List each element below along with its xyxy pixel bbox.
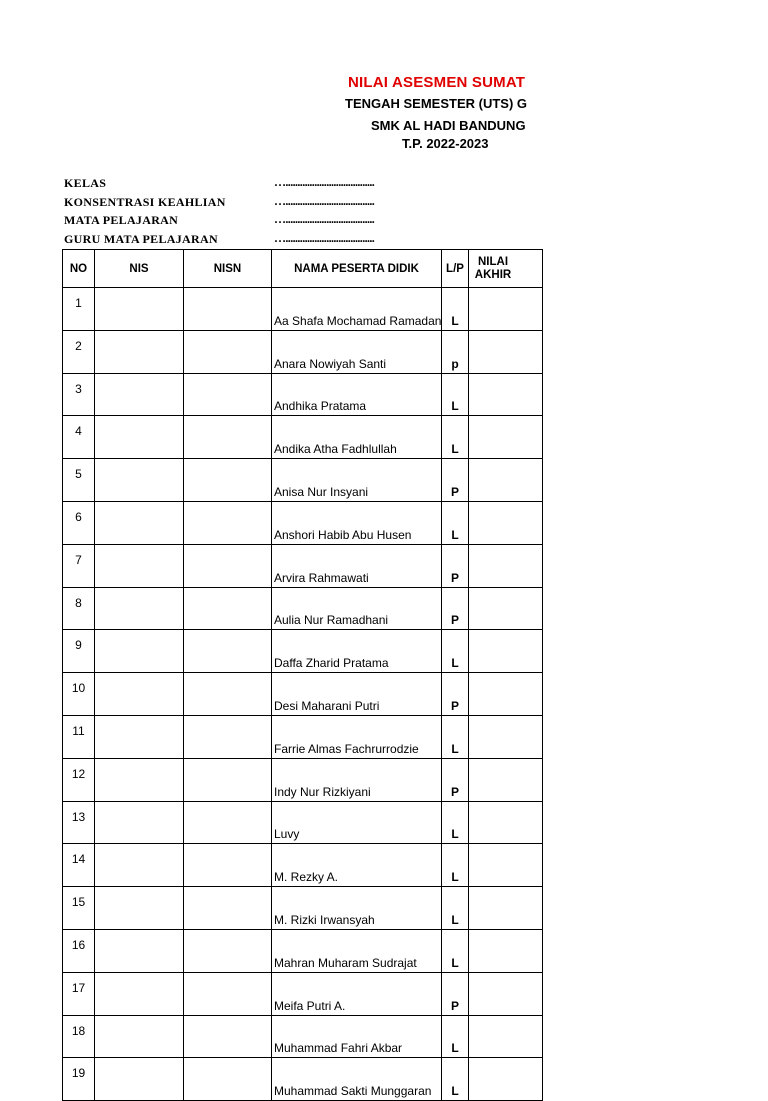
final-score-cell[interactable] bbox=[469, 544, 543, 587]
gender-cell: P bbox=[442, 544, 469, 587]
student-name-cell: Desi Maharani Putri bbox=[272, 673, 442, 716]
student-name-cell: M. Rezky A. bbox=[272, 844, 442, 887]
student-name-cell: Aulia Nur Ramadhani bbox=[272, 587, 442, 630]
row-no-cell: 11 bbox=[63, 715, 95, 758]
final-score-cell[interactable] bbox=[469, 630, 543, 673]
table-row bbox=[63, 587, 543, 630]
row-no-cell: 3 bbox=[63, 373, 95, 416]
row-no-cell: 13 bbox=[63, 801, 95, 844]
gender-cell: L bbox=[442, 929, 469, 972]
table-row bbox=[63, 758, 543, 801]
table-row bbox=[63, 972, 543, 1015]
nisn-cell[interactable] bbox=[184, 587, 272, 630]
row-no-cell: 4 bbox=[63, 416, 95, 459]
gender-cell: L bbox=[442, 288, 469, 331]
table-row bbox=[63, 801, 543, 844]
student-name-cell: Arvira Rahmawati bbox=[272, 544, 442, 587]
document-title: NILAI ASESMEN SUMAT bbox=[348, 74, 526, 91]
info-label: MATA PELAJARAN bbox=[64, 213, 179, 227]
nisn-cell[interactable] bbox=[184, 715, 272, 758]
table-row bbox=[63, 1015, 543, 1058]
student-table bbox=[62, 249, 543, 1101]
gender-cell: P bbox=[442, 972, 469, 1015]
row-no-cell: 2 bbox=[63, 330, 95, 373]
row-no-cell: 6 bbox=[63, 501, 95, 544]
table-row bbox=[63, 459, 543, 502]
final-score-cell[interactable] bbox=[469, 673, 543, 716]
table-row bbox=[63, 416, 543, 459]
row-no-cell: 10 bbox=[63, 673, 95, 716]
info-label: KELAS bbox=[64, 176, 107, 190]
gender-cell: L bbox=[442, 416, 469, 459]
final-score-cell[interactable] bbox=[469, 501, 543, 544]
student-name-cell: Luvy bbox=[272, 801, 442, 844]
final-score-cell[interactable] bbox=[469, 373, 543, 416]
info-label: GURU MATA PELAJARAN bbox=[64, 231, 218, 246]
row-no-cell: 14 bbox=[63, 844, 95, 887]
student-name-cell: Aa Shafa Mochamad Ramadan bbox=[272, 288, 442, 331]
nis-cell[interactable] bbox=[95, 630, 184, 673]
nis-cell[interactable] bbox=[95, 416, 184, 459]
student-name-cell: Daffa Zharid Pratama bbox=[272, 630, 442, 673]
row-no-cell: 5 bbox=[63, 459, 95, 502]
nis-cell[interactable] bbox=[95, 844, 184, 887]
table-header-row bbox=[63, 250, 543, 288]
row-no-cell: 7 bbox=[63, 544, 95, 587]
gender-cell: L bbox=[442, 844, 469, 887]
nis-cell[interactable] bbox=[95, 459, 184, 502]
nis-cell[interactable] bbox=[95, 972, 184, 1015]
gender-cell: L bbox=[442, 630, 469, 673]
student-name-cell: Andhika Pratama bbox=[272, 373, 442, 416]
row-no-cell: 12 bbox=[63, 758, 95, 801]
final-score-cell[interactable] bbox=[469, 330, 543, 373]
student-name-cell: Muhammad Fahri Akbar bbox=[272, 1015, 442, 1058]
nis-cell[interactable] bbox=[95, 758, 184, 801]
gender-cell: L bbox=[442, 501, 469, 544]
row-no-cell: 9 bbox=[63, 630, 95, 673]
nis-cell[interactable] bbox=[95, 501, 184, 544]
row-no-cell: 8 bbox=[63, 587, 95, 630]
student-name-cell: Andika Atha Fadhlullah bbox=[272, 416, 442, 459]
academic-year: T.P. 2022-2023 bbox=[402, 136, 489, 151]
nisn-cell[interactable] bbox=[184, 929, 272, 972]
info-value: …..................................... bbox=[274, 212, 375, 226]
nisn-cell[interactable] bbox=[184, 330, 272, 373]
table-row bbox=[63, 929, 543, 972]
nis-cell[interactable] bbox=[95, 330, 184, 373]
nisn-cell[interactable] bbox=[184, 844, 272, 887]
final-score-cell[interactable] bbox=[469, 288, 543, 331]
info-value: …..................................... bbox=[274, 230, 375, 245]
student-name-cell: Indy Nur Rizkiyani bbox=[272, 758, 442, 801]
col-header-nis: NIS bbox=[95, 250, 184, 288]
row-no-cell: 16 bbox=[63, 929, 95, 972]
final-score-cell[interactable] bbox=[469, 1058, 543, 1101]
document-subtitle: TENGAH SEMESTER (UTS) G bbox=[345, 96, 528, 111]
nisn-cell[interactable] bbox=[184, 416, 272, 459]
final-score-cell[interactable] bbox=[469, 801, 543, 844]
student-name-cell: M. Rizki Irwansyah bbox=[272, 887, 442, 930]
gender-cell: p bbox=[442, 330, 469, 373]
row-no-cell: 15 bbox=[63, 887, 95, 930]
col-header-nilai-akhir: NILAI AKHIR bbox=[469, 250, 543, 288]
nis-cell[interactable] bbox=[95, 1058, 184, 1101]
final-score-cell[interactable] bbox=[469, 972, 543, 1015]
final-score-cell[interactable] bbox=[469, 887, 543, 930]
nis-cell[interactable] bbox=[95, 1015, 184, 1058]
nis-cell[interactable] bbox=[95, 544, 184, 587]
student-name-cell: Mahran Muharam Sudrajat bbox=[272, 929, 442, 972]
school-name: SMK AL HADI BANDUNG bbox=[371, 118, 526, 133]
col-header-nama: NAMA PESERTA DIDIK bbox=[272, 250, 442, 288]
nis-cell[interactable] bbox=[95, 673, 184, 716]
student-name-cell: Farrie Almas Fachrurrodzie bbox=[272, 715, 442, 758]
info-value: …..................................... bbox=[274, 175, 375, 189]
gender-cell: L bbox=[442, 715, 469, 758]
table-row bbox=[63, 1058, 543, 1101]
gender-cell: L bbox=[442, 373, 469, 416]
table-row bbox=[63, 715, 543, 758]
row-no-cell: 1 bbox=[63, 288, 95, 331]
row-no-cell: 19 bbox=[63, 1058, 95, 1101]
nis-cell[interactable] bbox=[95, 373, 184, 416]
table-row bbox=[63, 544, 543, 587]
nis-cell[interactable] bbox=[95, 288, 184, 331]
final-score-cell[interactable] bbox=[469, 929, 543, 972]
nisn-cell[interactable] bbox=[184, 288, 272, 331]
nisn-cell[interactable] bbox=[184, 887, 272, 930]
info-value: …..................................... bbox=[274, 193, 375, 208]
gender-cell: L bbox=[442, 887, 469, 930]
col-header-lp: L/P bbox=[442, 250, 469, 288]
nisn-cell[interactable] bbox=[184, 673, 272, 716]
gender-cell: P bbox=[442, 587, 469, 630]
gender-cell: P bbox=[442, 758, 469, 801]
col-header-no: NO bbox=[63, 250, 95, 288]
gender-cell: L bbox=[442, 1058, 469, 1101]
nisn-cell[interactable] bbox=[184, 758, 272, 801]
nis-cell[interactable] bbox=[95, 715, 184, 758]
final-score-cell[interactable] bbox=[469, 715, 543, 758]
nis-cell[interactable] bbox=[95, 929, 184, 972]
final-score-cell[interactable] bbox=[469, 758, 543, 801]
final-score-cell[interactable] bbox=[469, 844, 543, 887]
table-row bbox=[63, 630, 543, 673]
student-name-cell: Muhammad Sakti Munggaran bbox=[272, 1058, 442, 1101]
table-row bbox=[63, 844, 543, 887]
table-row bbox=[63, 288, 543, 331]
row-no-cell: 18 bbox=[63, 1015, 95, 1058]
nisn-cell[interactable] bbox=[184, 801, 272, 844]
student-name-cell: Anshori Habib Abu Husen bbox=[272, 501, 442, 544]
table-row bbox=[63, 330, 543, 373]
gender-cell: P bbox=[442, 459, 469, 502]
table-row bbox=[63, 673, 543, 716]
student-name-cell: Meifa Putri A. bbox=[272, 972, 442, 1015]
nisn-cell[interactable] bbox=[184, 373, 272, 416]
final-score-cell[interactable] bbox=[469, 459, 543, 502]
gender-cell: P bbox=[442, 673, 469, 716]
nis-cell[interactable] bbox=[95, 801, 184, 844]
nisn-cell[interactable] bbox=[184, 501, 272, 544]
final-score-cell[interactable] bbox=[469, 1015, 543, 1058]
final-score-cell[interactable] bbox=[469, 416, 543, 459]
nis-cell[interactable] bbox=[95, 887, 184, 930]
student-name-cell: Anisa Nur Insyani bbox=[272, 459, 442, 502]
table-row bbox=[63, 887, 543, 930]
col-header-nisn: NISN bbox=[184, 250, 272, 288]
nisn-cell[interactable] bbox=[184, 459, 272, 502]
table-row bbox=[63, 373, 543, 416]
info-label: KONSENTRASI KEAHLIAN bbox=[64, 194, 226, 209]
nisn-cell[interactable] bbox=[184, 1058, 272, 1101]
nisn-cell[interactable] bbox=[184, 630, 272, 673]
row-no-cell: 17 bbox=[63, 972, 95, 1015]
nisn-cell[interactable] bbox=[184, 972, 272, 1015]
nisn-cell[interactable] bbox=[184, 1015, 272, 1058]
nis-cell[interactable] bbox=[95, 587, 184, 630]
gender-cell: L bbox=[442, 1015, 469, 1058]
student-name-cell: Anara Nowiyah Santi bbox=[272, 330, 442, 373]
gender-cell: L bbox=[442, 801, 469, 844]
nisn-cell[interactable] bbox=[184, 544, 272, 587]
table-row bbox=[63, 501, 543, 544]
final-score-cell[interactable] bbox=[469, 587, 543, 630]
